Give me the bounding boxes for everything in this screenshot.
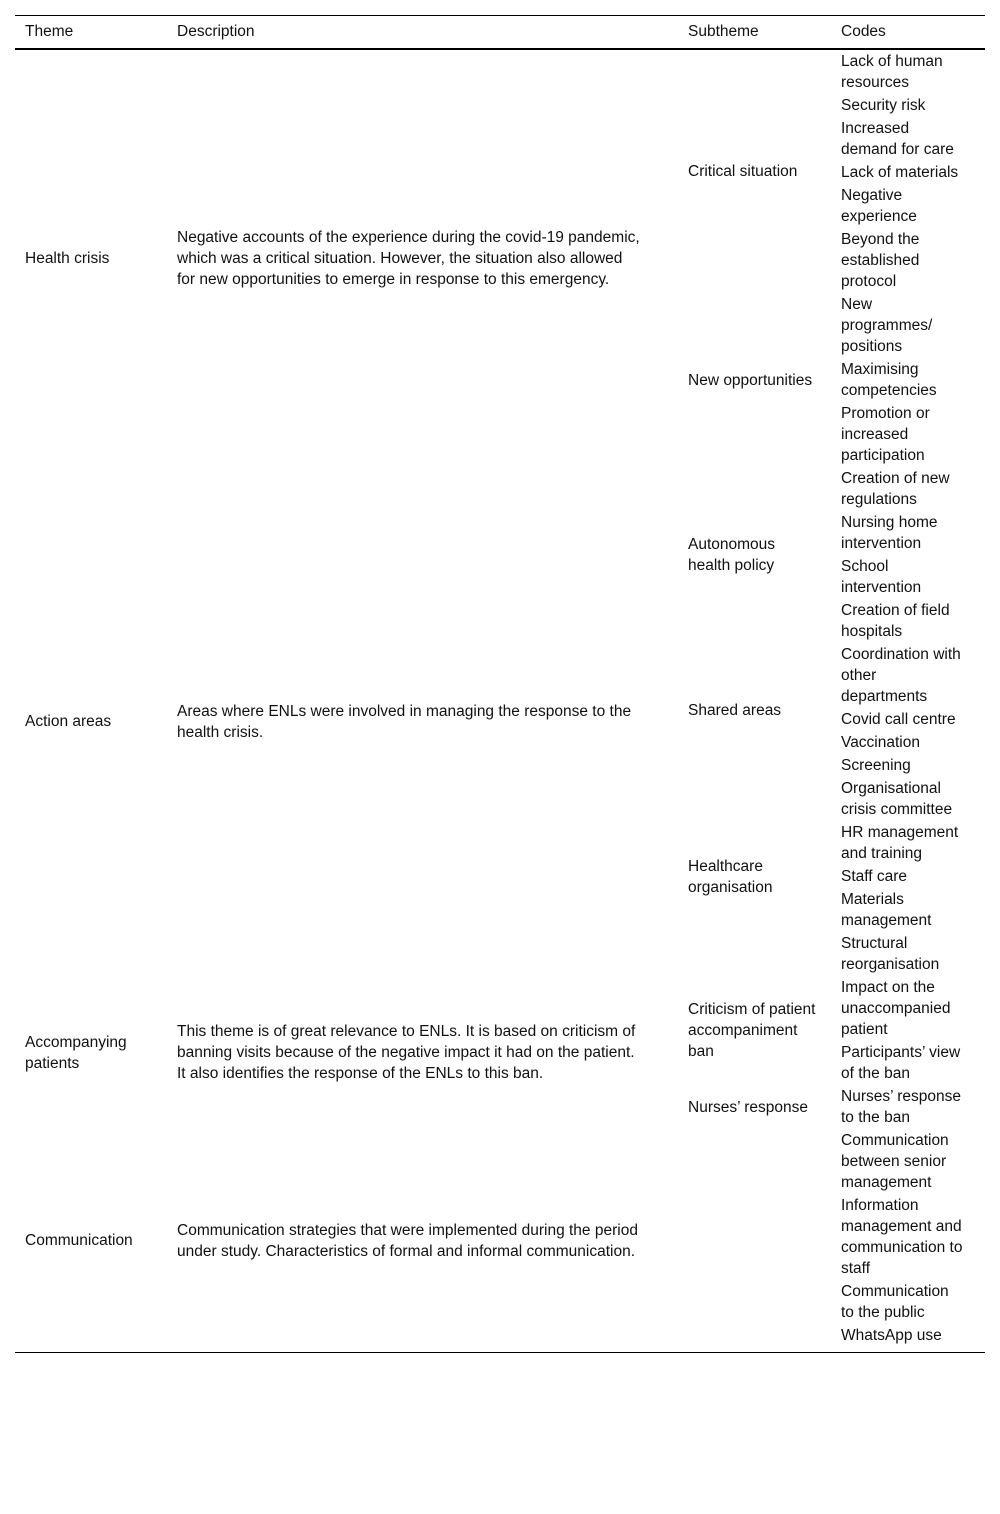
table-row xyxy=(15,1129,985,1194)
theme-cell: Communication xyxy=(25,1232,133,1249)
code-cell: Organisational crisis committee xyxy=(841,780,953,818)
code-cell: Communication between senior management xyxy=(841,1132,949,1191)
code-cell: Creation of new regulations xyxy=(841,470,950,508)
code-cell: Nursing home intervention xyxy=(841,514,938,552)
code-cell: Coordination with other departments xyxy=(841,646,961,705)
code-cell: Communication to the public xyxy=(841,1283,949,1321)
themes-table xyxy=(15,15,985,1353)
header-theme: Theme xyxy=(15,16,167,50)
subtheme-cell: Autonomous health policy xyxy=(688,536,776,574)
header-description: Description xyxy=(167,16,678,50)
table-header-row xyxy=(15,16,985,50)
theme-cell: Accompanying patients xyxy=(25,1033,127,1072)
table-row xyxy=(15,49,985,94)
code-cell: School intervention xyxy=(841,558,922,596)
code-cell: Materials management xyxy=(841,891,932,929)
subtheme-cell: Critical situation xyxy=(688,163,798,180)
code-cell: Participants’ view of the ban xyxy=(841,1044,961,1082)
code-cell: Impact on the unaccompanied patient xyxy=(841,979,951,1038)
header-codes: Codes xyxy=(831,16,985,50)
code-cell: New programmes/ positions xyxy=(841,296,933,355)
code-cell: Information management and communication to staff xyxy=(841,1197,963,1277)
subtheme-cell: New opportunities xyxy=(688,371,813,389)
code-cell: Maximising competencies xyxy=(841,361,937,399)
table-row xyxy=(15,467,985,511)
code-cell: Negative experience xyxy=(841,187,917,225)
subtheme-cell: Healthcare organisation xyxy=(688,857,773,896)
subtheme-cell xyxy=(678,1129,831,1353)
table-body xyxy=(15,49,985,1353)
code-cell: HR management and training xyxy=(841,824,959,862)
code-cell: Structural reorganisation xyxy=(841,935,940,973)
code-cell: Vaccination xyxy=(841,734,920,751)
code-cell: Staff care xyxy=(841,868,908,885)
code-cell: Lack of materials xyxy=(841,164,959,181)
code-cell: Security risk xyxy=(841,97,926,114)
theme-cell: Action areas xyxy=(25,713,112,730)
subtheme-cell: Shared areas xyxy=(688,701,782,719)
description-cell: Communication strategies that were implemented during the period under study. Characteristics of formal and informal communication. xyxy=(177,1221,638,1260)
code-cell: Increased demand for care xyxy=(841,120,954,158)
subtheme-cell: Nurses’ response xyxy=(688,1098,809,1116)
code-cell: Creation of field hospitals xyxy=(841,602,950,640)
code-cell: Covid call centre xyxy=(841,711,956,728)
table-row xyxy=(15,976,985,1041)
code-cell: Beyond the established protocol xyxy=(841,231,920,290)
header-subtheme: Subtheme xyxy=(678,16,831,50)
subtheme-cell: Criticism of patient accompaniment ban xyxy=(688,1001,816,1060)
code-cell: Nurses’ response to the ban xyxy=(841,1088,962,1126)
code-cell: Promotion or increased participation xyxy=(841,405,930,464)
description-cell: This theme is of great relevance to ENLs. It is based on criticism of banning visits because of the negative impact it had on the patient. It also identifies the response of the ENLs to this ban. xyxy=(177,1023,636,1082)
description-cell: Negative accounts of the experience during the covid-19 pandemic, which was a critical situation. However, the situation also allowed for new opportunities to emerge in response to this emergency. xyxy=(177,229,640,288)
code-cell: Screening xyxy=(841,757,911,774)
code-cell: WhatsApp use xyxy=(841,1327,942,1344)
code-cell: Lack of human resources xyxy=(841,53,943,91)
theme-cell: Health crisis xyxy=(25,250,110,267)
description-cell: Areas where ENLs were involved in managing the response to the health crisis. xyxy=(177,702,632,741)
